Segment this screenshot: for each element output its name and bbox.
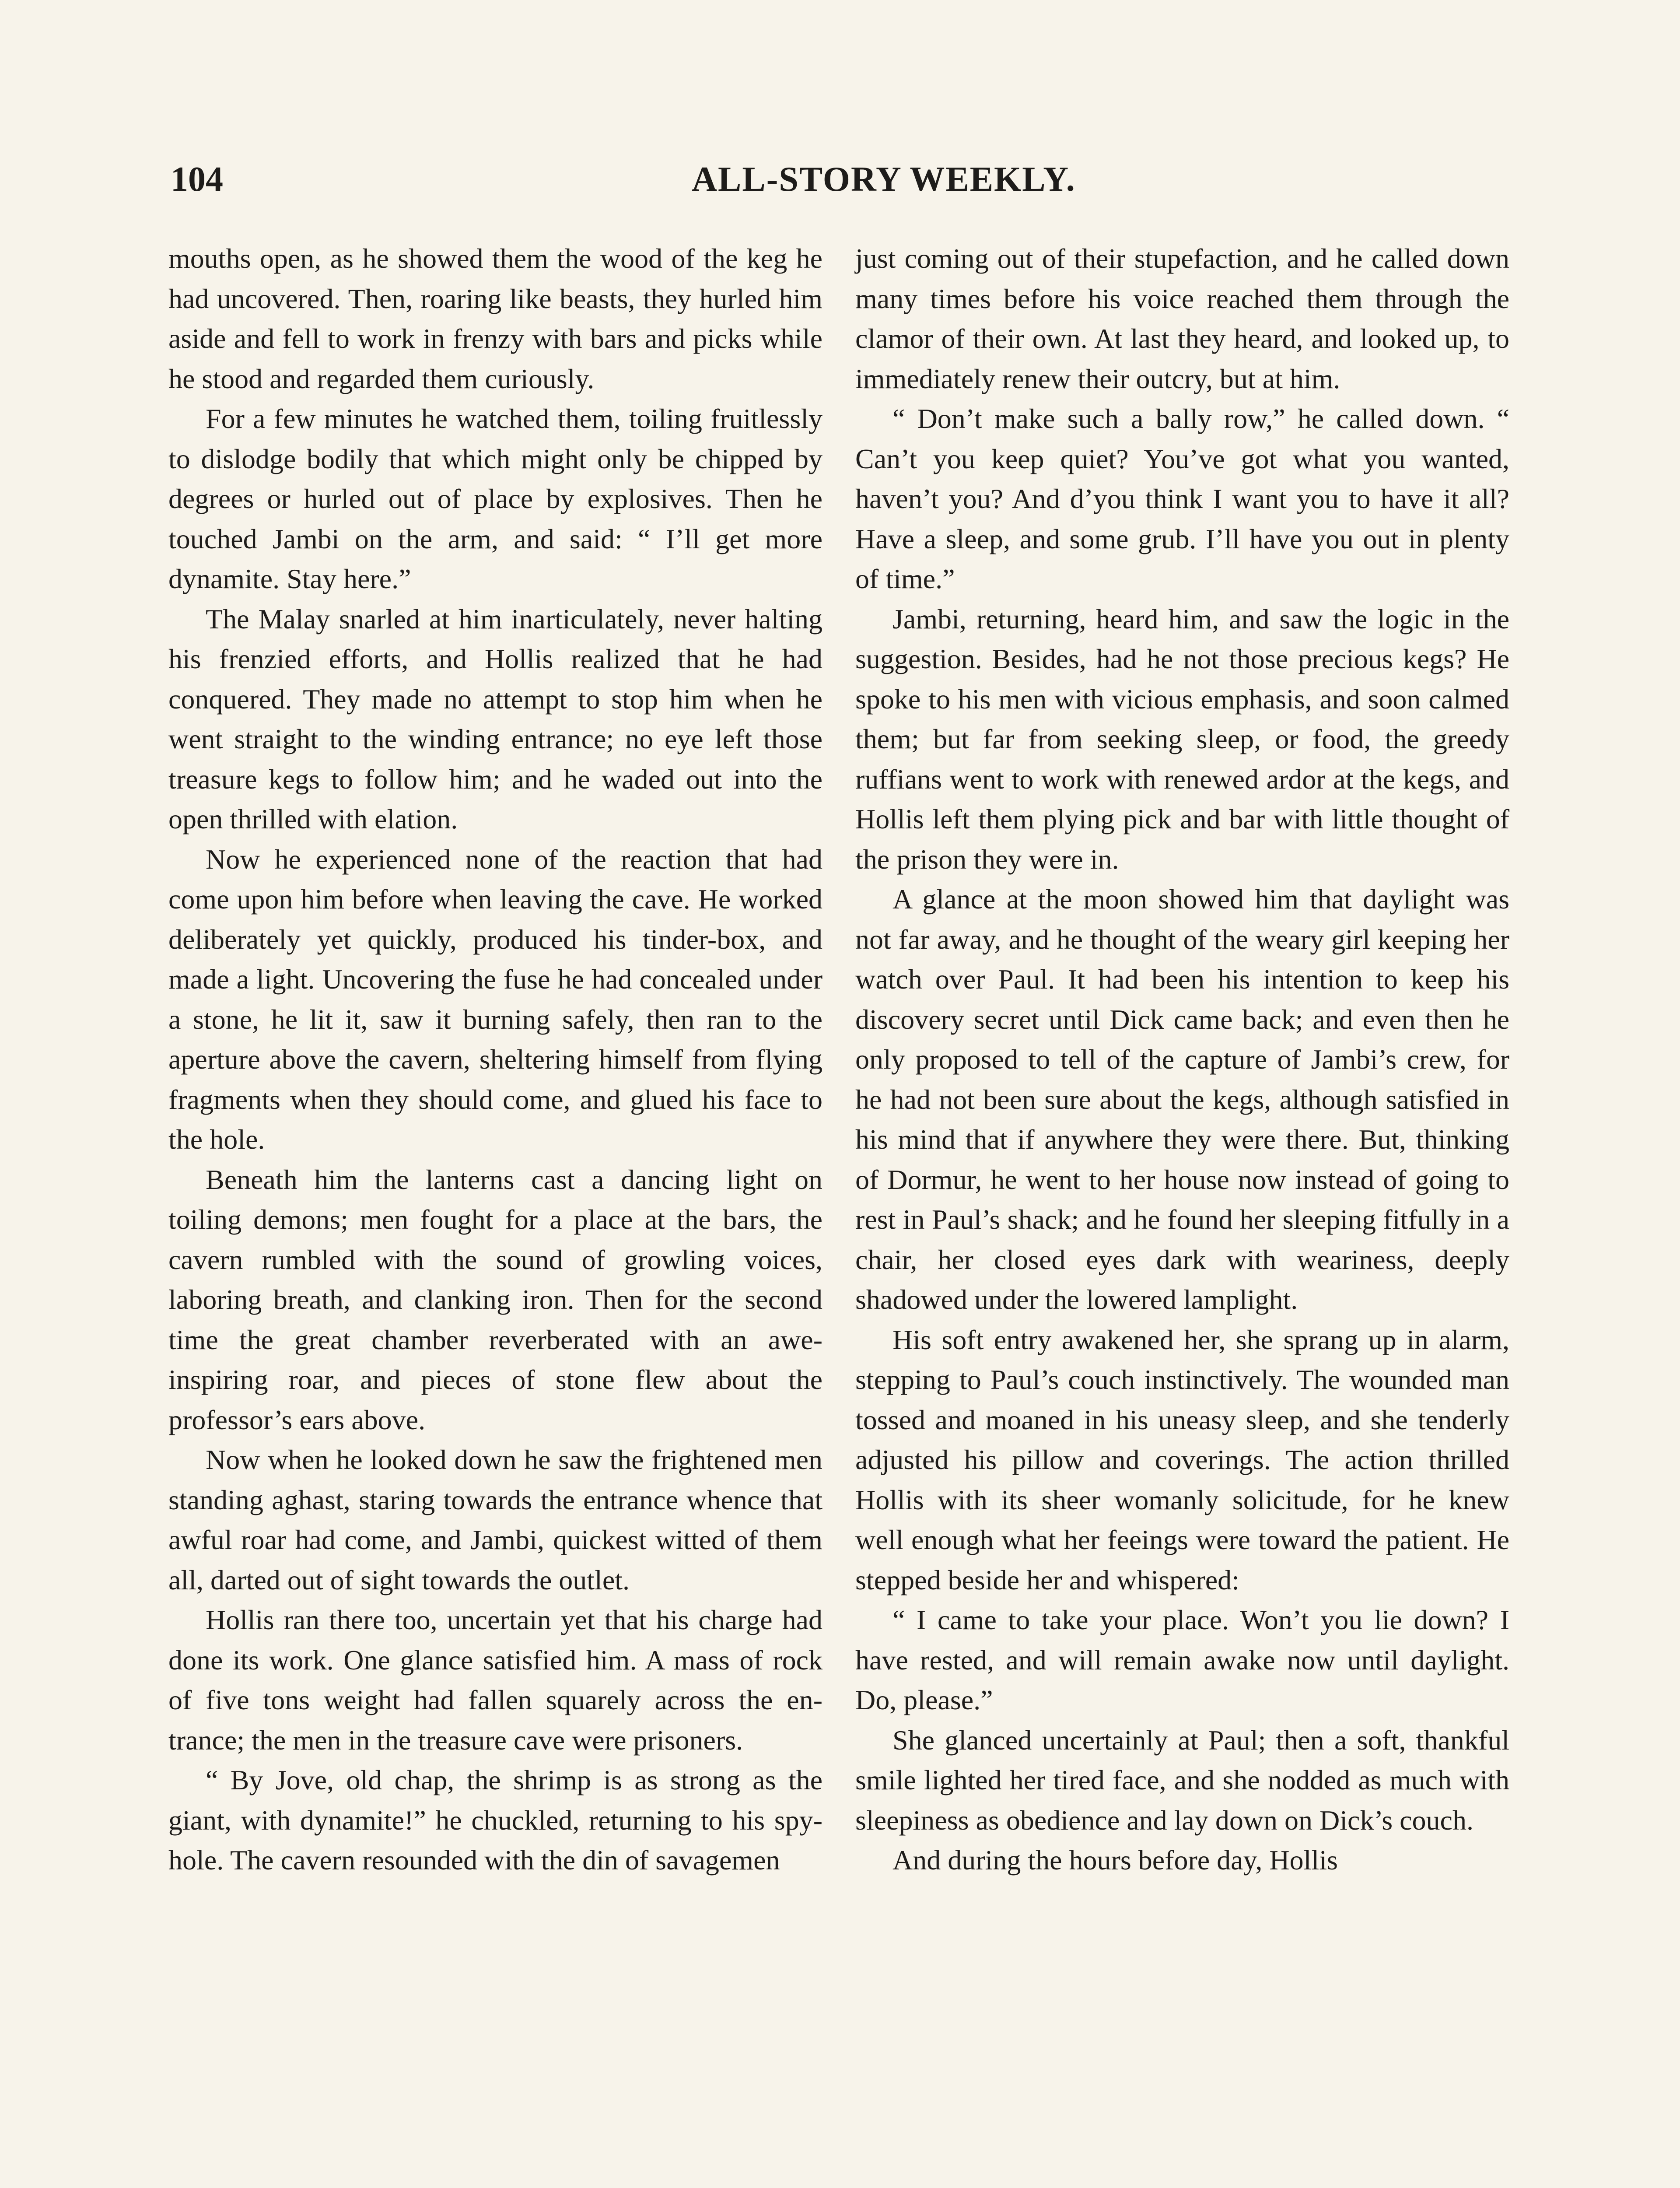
right-column	[855, 238, 1509, 1880]
paragraph: Jambi, returning, heard him, and saw the logic in the suggestion. Besides, had he not those precious kegs? He spoke to his men with vicious emphasis, and soon calmed them; but far from seeking sleep, or food, the greedy ruffians went to work with renewed ardor at the kegs, and Hollis left them plying pick and bar with little thought of the prison they were in.	[855, 603, 1509, 875]
paragraph: A glance at the moon showed him that daylight was not far away, and he thought of the weary girl keeping her watch over Paul. It had been his intention to keep his discovery secret until Dick came back; and even then he only proposed to tell of the capture of Jambi’s crew, for he had not been sure about the kegs, although satisfied in his mind that if anywhere they were there. But, thinking of Dormur, he went to her house now instead of going to rest in Paul’s shack; and he found her sleeping fitfully in a chair, her closed eyes dark with weariness, deeply shadowed under the lowered lamplight.	[855, 884, 1509, 1315]
paragraph: just coming out of their stupefaction, and he called down many times before his voice reached them through the clamor of their own. At last they heard, and looked up, to immediately renew their outcry, but at him.	[855, 243, 1509, 394]
paragraph: “ Don’t make such a bally row,” he called down. “ Can’t you keep quiet? You’ve got what you wanted, haven’t you? And d’you think I want you to have it all? Have a sleep, and some grub. I’ll have you out in plenty of time.”	[855, 403, 1509, 594]
left-column	[168, 238, 822, 1880]
paragraph: His soft entry awakened her, she sprang up in alarm, stepping to Paul’s couch instinctively. The wounded man tossed and moaned in his uneasy sleep, and she tenderly adjusted his pillow and coverings. The action thrilled Hollis with its sheer womanly solicitude, for he knew well enough what her feeings were toward the patient. He stepped beside her and whispered:	[855, 1324, 1509, 1595]
paragraph: She glanced uncertainly at Paul; then a soft, thankful smile lighted her tired face, and she nodded as much with sleepiness as obedience and lay down on Dick’s couch.	[855, 1724, 1509, 1836]
paragraph: The Malay snarled at him inarticulately, never halting his frenzied efforts, and Hollis realized that he had conquered. They made no attempt to stop him when he went straight to the winding entrance; no eye left those treasure kegs to follow him; and he waded out into the open thrilled with elation.	[168, 603, 822, 835]
paragraph: “ By Jove, old chap, the shrimp is as strong as the giant, with dynamite!” he chuckled, returning to his spy-hole. The cavern resounded with the din of savagemen	[168, 1764, 822, 1876]
paragraph: For a few minutes he watched them, toiling fruitlessly to dislodge bodily that which might only be chipped by degrees or hurled out of place by explosives. Then he touched Jambi on the arm, and said: “ I’ll get more dynamite. Stay here.”	[168, 403, 822, 594]
paragraph: “ I came to take your place. Won’t you lie down? I have rested, and will remain awake now until daylight. Do, please.”	[855, 1604, 1509, 1715]
paragraph: And during the hours before day, Hollis	[892, 1844, 1338, 1876]
paragraph: Now he experienced none of the reaction that had come upon him before when leaving the cave. He worked deliberately yet quickly, produced his tinder-box, and made a light. Uncovering the fuse he had concealed under a stone, he lit it, saw it burning safely, then ran to the aperture above the cavern, sheltering himself from flying fragments when they should come, and glued his face to the hole.	[168, 843, 822, 1155]
page-number: 104	[171, 160, 223, 199]
paragraph: Beneath him the lanterns cast a dancing light on toiling demons; men fought for a place at the bars, the cavern rumbled with the sound of growling voices, laboring breath, and clanking iron. Then for the second time the great chamber reverberated with an awe-inspiring roar, and pieces of stone flew about the professor’s ears above.	[168, 1164, 822, 1435]
running-head: ALL-STORY WEEKLY.	[692, 160, 1076, 199]
paragraph: Hollis ran there too, uncertain yet that his charge had done its work. One glance satisfied him. A mass of rock of five tons weight had fallen squarely across the entrance; the men in the treasure cave were prisoners.	[168, 1604, 822, 1756]
paragraph: Now when he looked down he saw the frightened men standing aghast, staring towards the entrance whence that awful roar had come, and Jambi, quickest witted of them all, darted out of sight towards the outlet.	[168, 1444, 822, 1595]
paragraph: mouths open, as he showed them the wood of the keg he had uncovered. Then, roaring like beasts, they hurled him aside and fell to work in frenzy with bars and picks while he stood and regarded them curiously.	[168, 243, 822, 394]
